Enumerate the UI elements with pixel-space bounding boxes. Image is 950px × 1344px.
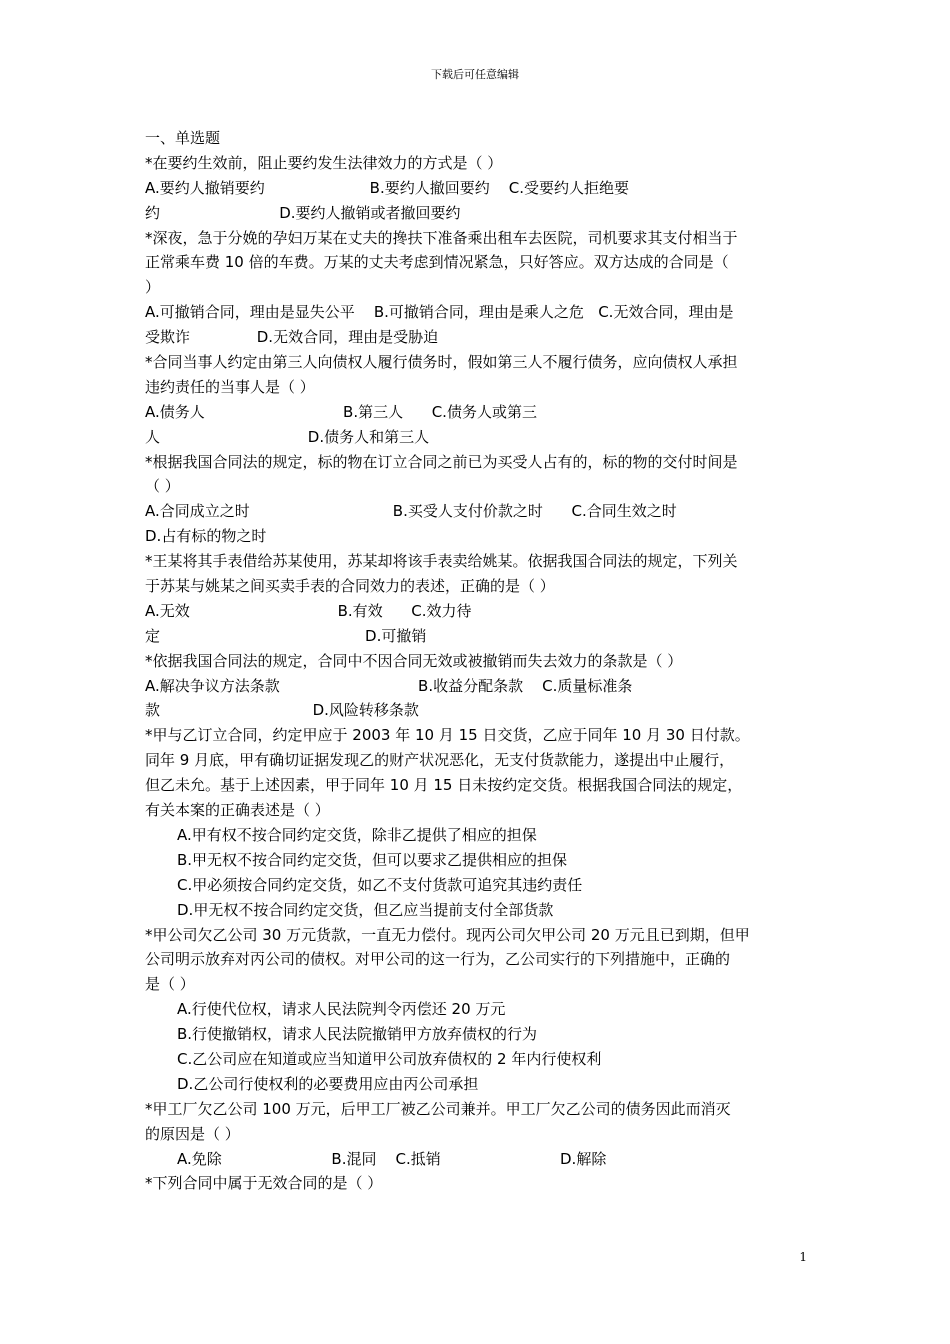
option-d: D.乙公司行使权利的必要费用应由丙公司承担 — [177, 1074, 479, 1093]
question-text: 违约责任的当事人是（ ） — [145, 377, 315, 396]
page-header: 下载后可任意编辑 — [431, 68, 519, 81]
question-options: A.可撤销合同，理由是显失公平 B.可撤销合同，理由是乘人之危 C.无效合同，理由是 — [145, 303, 734, 322]
question-text: *依据我国合同法的规定，合同中不因合同无效或被撤销而失去效力的条款是（ ） — [145, 651, 683, 670]
question-text: *根据我国合同法的规定，标的物在订立合同之前已为买受人占有的，标的物的交付时间是 — [145, 452, 738, 471]
option-a: A.行使代位权，请求人民法院判令丙偿还 20 万元 — [177, 1000, 506, 1019]
question-text: 的原因是（ ） — [145, 1124, 240, 1143]
question-text: *甲工厂欠乙公司 100 万元，后甲工厂被乙公司兼并。甲工厂欠乙公司的债务因此而消灭 — [145, 1099, 731, 1118]
question-text: *王某将其手表借给苏某使用，苏某却将该手表卖给姚某。依据我国合同法的规定，下列关 — [145, 552, 738, 571]
question-options: 款 D.风险转移条款 — [145, 701, 419, 720]
section-heading: 一、单选题 — [145, 129, 221, 147]
question-text: *合同当事人约定由第三人向债权人履行债务时，假如第三人不履行债务，应向债权人承担 — [145, 353, 738, 372]
question-options: 定 D.可撤销 — [145, 626, 427, 645]
option-d: D.甲无权不按合同约定交货，但乙应当提前支付全部货款 — [177, 900, 554, 919]
option-c: C.乙公司应在知道或应当知道甲公司放弃债权的 2 年内行使权利 — [177, 1049, 602, 1068]
question-text: 是（ ） — [145, 975, 195, 994]
question-options: A.解决争议方法条款 B.收益分配条款 C.质量标准条 — [145, 676, 633, 695]
question-options: A.无效 B.有效 C.效力待 — [145, 601, 472, 620]
option-b: B.甲无权不按合同约定交货，但可以要求乙提供相应的担保 — [177, 850, 568, 869]
question-text: *甲公司欠乙公司 30 万元货款，一直无力偿付。现丙公司欠甲公司 20 万元且已到期，但甲 — [145, 925, 750, 944]
question-options: A.合同成立之时 B.买受人支付价款之时 C.合同生效之时 — [145, 502, 677, 521]
option-a: A.甲有权不按合同约定交货，除非乙提供了相应的担保 — [177, 825, 537, 844]
question-text: *深夜，急于分娩的孕妇万某在丈夫的搀扶下准备乘出租车去医院，司机要求其支付相当于 — [145, 228, 738, 247]
question-options: 受欺诈 D.无效合同，理由是受胁迫 — [145, 328, 439, 347]
question-text: （ ） — [145, 477, 180, 496]
question-text: *在要约生效前，阻止要约发生法律效力的方式是（ ） — [145, 153, 503, 172]
question-text: 有关本案的正确表述是（ ） — [145, 801, 330, 820]
question-text: 于苏某与姚某之间买卖手表的合同效力的表述，正确的是（ ） — [145, 577, 555, 596]
question-options: A.要约人撤销要约 B.要约人撤回要约 C.受要约人拒绝要 — [145, 178, 630, 197]
question-text: *下列合同中属于无效合同的是（ ） — [145, 1174, 383, 1193]
question-text: ） — [145, 278, 161, 297]
question-options: 约 D.要约人撤销或者撤回要约 — [145, 203, 461, 222]
page-number: 1 — [799, 1250, 807, 1264]
document-body — [145, 126, 810, 1196]
question-text: 但乙未允。基于上述因素，甲于同年 10 月 15 日未按约定交货。根据我国合同法的规定， — [145, 776, 743, 795]
question-options: 人 D.债务人和第三人 — [145, 427, 430, 446]
question-text: *甲与乙订立合同，约定甲应于 2003 年 10 月 15 日交货，乙应于同年 10 月 30 日付款。 — [145, 726, 750, 745]
option-b: B.行使撤销权，请求人民法院撤销甲方放弃债权的行为 — [177, 1025, 538, 1044]
question-text: 公司明示放弃对丙公司的债权。对甲公司的这一行为，乙公司实行的下列措施中，正确的 — [145, 950, 731, 969]
question-options: D.占有标的物之时 — [145, 527, 267, 546]
question-text: 同年 9 月底，甲有确切证据发现乙的财产状况恶化，无支付货款能力，遂提出中止履行， — [145, 751, 735, 770]
option-c: C.甲必须按合同约定交货，如乙不支付货款可追究其违约责任 — [177, 875, 583, 894]
question-options: A.免除 B.混同 C.抵销 D.解除 — [177, 1149, 607, 1168]
question-options: A.债务人 B.第三人 C.债务人或第三 — [145, 402, 537, 421]
question-text: 正常乘车费 10 倍的车费。万某的丈夫考虑到情况紧急，只好答应。双方达成的合同是（ — [145, 253, 729, 272]
